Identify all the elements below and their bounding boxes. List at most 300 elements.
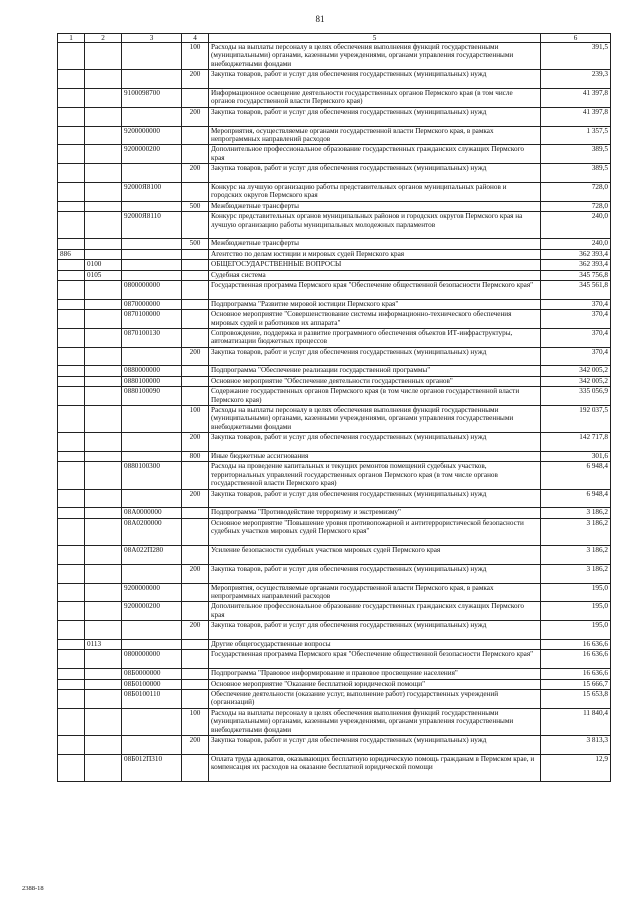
ministry-code-cell	[58, 270, 85, 280]
description-cell: Расходы на выплаты персоналу в целях обеспечения выполнения функций государственными (муниципальными) органами, казенными учреждениями, органами управления государственными внебюджетными фондами	[209, 708, 541, 735]
ministry-code-cell	[58, 107, 85, 126]
amount-cell: 41 397,8	[541, 88, 611, 107]
target-item-code-cell: 9200000200	[122, 602, 182, 621]
description-cell: Дополнительное профессиональное образование государственных гражданских служащих Пермского края	[209, 602, 541, 621]
table-row	[58, 433, 611, 452]
ministry-code-cell	[58, 735, 85, 754]
description-cell: Закупка товаров, работ и услуг для обеспечения государственных (муниципальных) нужд	[209, 489, 541, 508]
ministry-code-cell	[58, 43, 85, 70]
target-item-code-cell: 92000Я8100	[122, 182, 182, 201]
expense-type-code-cell	[182, 583, 209, 602]
description-cell: Закупка товаров, работ и услуг для обеспечения государственных (муниципальных) нужд	[209, 347, 541, 366]
amount-cell: 41 397,8	[541, 107, 611, 126]
table-row	[58, 508, 611, 518]
target-item-code-cell: 9100098700	[122, 88, 182, 107]
section-code-cell	[85, 182, 122, 201]
header-cell: 3	[122, 34, 182, 43]
expense-type-code-cell: 200	[182, 621, 209, 640]
expense-type-code-cell: 100	[182, 406, 209, 433]
section-code-cell	[85, 462, 122, 489]
header-cell: 2	[85, 34, 122, 43]
ministry-code-cell	[58, 310, 85, 329]
description-cell: Мероприятия, осуществляемые органами государственной власти Пермского края, в рамках непрограммных направлений расходов	[209, 126, 541, 145]
expense-type-code-cell: 100	[182, 708, 209, 735]
target-item-code-cell: 0870100000	[122, 310, 182, 329]
amount-cell: 370,4	[541, 310, 611, 329]
target-item-code-cell	[122, 270, 182, 280]
target-item-code-cell: 92000Я8110	[122, 212, 182, 239]
ministry-code-cell	[58, 708, 85, 735]
expense-type-code-cell	[182, 212, 209, 239]
description-cell: Усиление безопасности судебных участков мировых судей Пермского края	[209, 546, 541, 565]
section-code-cell: 0105	[85, 270, 122, 280]
table-row	[58, 462, 611, 489]
table-row	[58, 145, 611, 164]
description-cell: Конкурс на лучшую организацию работы представительных органов муниципальных районов и городских округов Пермского края	[209, 182, 541, 201]
section-code-cell	[85, 212, 122, 239]
section-code-cell	[85, 708, 122, 735]
amount-cell: 16 636,6	[541, 650, 611, 669]
section-code-cell	[85, 583, 122, 602]
expense-type-code-cell	[182, 88, 209, 107]
expense-type-code-cell	[182, 280, 209, 299]
section-code-cell	[85, 735, 122, 754]
amount-cell: 728,0	[541, 182, 611, 201]
expense-type-code-cell	[182, 270, 209, 280]
amount-cell: 3 186,2	[541, 546, 611, 565]
amount-cell: 3 813,3	[541, 735, 611, 754]
ministry-code-cell	[58, 679, 85, 689]
table-row	[58, 689, 611, 708]
section-code-cell	[85, 387, 122, 406]
amount-cell: 342 005,2	[541, 366, 611, 376]
section-code-cell	[85, 310, 122, 329]
section-code-cell: 0113	[85, 639, 122, 649]
table-row	[58, 679, 611, 689]
table-row	[58, 754, 611, 781]
table-row	[58, 583, 611, 602]
table-row	[58, 212, 611, 239]
page-number: 81	[315, 14, 325, 24]
expense-type-code-cell	[182, 650, 209, 669]
description-cell: Закупка товаров, работ и услуг для обеспечения государственных (муниципальных) нужд	[209, 70, 541, 89]
target-item-code-cell	[122, 260, 182, 270]
table-row	[58, 735, 611, 754]
target-item-code-cell: 08Б0100000	[122, 679, 182, 689]
amount-cell: 11 840,4	[541, 708, 611, 735]
amount-cell: 16 636,6	[541, 669, 611, 679]
target-item-code-cell: 0800000000	[122, 280, 182, 299]
target-item-code-cell	[122, 639, 182, 649]
section-code-cell	[85, 489, 122, 508]
target-item-code-cell	[122, 107, 182, 126]
expense-type-code-cell	[182, 328, 209, 347]
table-row	[58, 602, 611, 621]
description-cell: Информационное освещение деятельности государственных органов Пермского края (в том числе органов государственной власти Пермского края)	[209, 88, 541, 107]
expense-type-code-cell	[182, 126, 209, 145]
ministry-code-cell	[58, 583, 85, 602]
table-row	[58, 310, 611, 329]
section-code-cell	[85, 518, 122, 545]
target-item-code-cell	[122, 164, 182, 183]
ministry-code-cell	[58, 508, 85, 518]
expense-type-code-cell	[182, 145, 209, 164]
table-row	[58, 452, 611, 462]
table-row	[58, 564, 611, 583]
expense-type-code-cell	[182, 249, 209, 259]
amount-cell: 370,4	[541, 299, 611, 309]
description-cell: Межбюджетные трансферты	[209, 201, 541, 211]
ministry-code-cell	[58, 564, 85, 583]
target-item-code-cell	[122, 406, 182, 433]
amount-cell: 391,5	[541, 43, 611, 70]
table-row	[58, 406, 611, 433]
amount-cell: 195,0	[541, 621, 611, 640]
section-code-cell	[85, 164, 122, 183]
target-item-code-cell	[122, 201, 182, 211]
section-code-cell	[85, 650, 122, 669]
description-cell: Основное мероприятие "Повышение уровня противопожарной и антитеррористической безопасности судебных участков мировых судей Пермского края"	[209, 518, 541, 545]
expense-type-code-cell: 200	[182, 564, 209, 583]
section-code-cell	[85, 406, 122, 433]
description-cell: Содержание государственных органов Пермского края (в том числе органов государственной власти Пермского края)	[209, 387, 541, 406]
description-cell: Государственная программа Пермского края "Обеспечение общественной безопасности Пермского края"	[209, 280, 541, 299]
description-cell: ОБЩЕГОСУДАРСТВЕННЫЕ ВОПРОСЫ	[209, 260, 541, 270]
amount-cell: 335 056,9	[541, 387, 611, 406]
expense-type-code-cell: 200	[182, 347, 209, 366]
amount-cell: 728,0	[541, 201, 611, 211]
ministry-code-cell	[58, 462, 85, 489]
amount-cell: 16 636,6	[541, 639, 611, 649]
expense-type-code-cell	[182, 299, 209, 309]
expense-type-code-cell	[182, 462, 209, 489]
amount-cell: 6 948,4	[541, 462, 611, 489]
table-row	[58, 669, 611, 679]
section-code-cell	[85, 328, 122, 347]
table-row	[58, 201, 611, 211]
table-row	[58, 299, 611, 309]
table-row	[58, 126, 611, 145]
description-cell: Основное мероприятие "Обеспечение деятельности государственных органов"	[209, 376, 541, 386]
section-code-cell	[85, 299, 122, 309]
amount-cell: 192 037,5	[541, 406, 611, 433]
expense-type-code-cell: 500	[182, 201, 209, 211]
target-item-code-cell: 0880000000	[122, 366, 182, 376]
expense-type-code-cell: 100	[182, 43, 209, 70]
amount-cell: 3 186,2	[541, 564, 611, 583]
section-code-cell	[85, 43, 122, 70]
table-row	[58, 43, 611, 70]
target-item-code-cell	[122, 489, 182, 508]
description-cell: Конкурс представительных органов муниципальных районов и городских округов Пермского края на лучшую организацию работы муниципальных молодежных парламентов	[209, 212, 541, 239]
amount-cell: 15 653,8	[541, 689, 611, 708]
amount-cell: 345 561,8	[541, 280, 611, 299]
ministry-code-cell	[58, 376, 85, 386]
ministry-code-cell	[58, 489, 85, 508]
description-cell: Сопровождение, поддержка и развитие программного обеспечения объектов ИТ-инфраструктуры, автоматизации бюджетных процессов	[209, 328, 541, 347]
expense-type-code-cell	[182, 310, 209, 329]
section-code-cell	[85, 602, 122, 621]
description-cell: Подпрограмма "Противодействие терроризму и экстремизму"	[209, 508, 541, 518]
section-code-cell	[85, 564, 122, 583]
expense-type-code-cell	[182, 602, 209, 621]
description-cell: Закупка товаров, работ и услуг для обеспечения государственных (муниципальных) нужд	[209, 433, 541, 452]
section-code-cell	[85, 689, 122, 708]
ministry-code-cell	[58, 328, 85, 347]
section-code-cell	[85, 621, 122, 640]
amount-cell: 389,5	[541, 145, 611, 164]
amount-cell: 15 666,7	[541, 679, 611, 689]
target-item-code-cell: 08А0200000	[122, 518, 182, 545]
ministry-code-cell	[58, 260, 85, 270]
section-code-cell: 0100	[85, 260, 122, 270]
expense-type-code-cell	[182, 679, 209, 689]
ministry-code-cell	[58, 212, 85, 239]
section-code-cell	[85, 249, 122, 259]
amount-cell: 362 393,4	[541, 249, 611, 259]
section-code-cell	[85, 70, 122, 89]
table-row	[58, 270, 611, 280]
ministry-code-cell	[58, 452, 85, 462]
amount-cell: 370,4	[541, 347, 611, 366]
table-row	[58, 260, 611, 270]
target-item-code-cell	[122, 564, 182, 583]
expense-type-code-cell	[182, 508, 209, 518]
section-code-cell	[85, 88, 122, 107]
ministry-code-cell	[58, 88, 85, 107]
target-item-code-cell: 08Б012П310	[122, 754, 182, 781]
expense-type-code-cell: 200	[182, 433, 209, 452]
description-cell: Дополнительное профессиональное образование государственных гражданских служащих Пермского края	[209, 145, 541, 164]
description-cell: Иные бюджетные ассигнования	[209, 452, 541, 462]
target-item-code-cell	[122, 70, 182, 89]
ministry-code-cell	[58, 280, 85, 299]
section-code-cell	[85, 669, 122, 679]
table-row	[58, 280, 611, 299]
description-cell: Агентство по делам юстиции и мировых судей Пермского края	[209, 249, 541, 259]
section-code-cell	[85, 280, 122, 299]
target-item-code-cell: 08А022П280	[122, 546, 182, 565]
header-cell: 6	[541, 34, 611, 43]
table-row	[58, 366, 611, 376]
section-code-cell	[85, 145, 122, 164]
expense-type-code-cell	[182, 639, 209, 649]
target-item-code-cell: 9200000200	[122, 145, 182, 164]
ministry-code-cell	[58, 347, 85, 366]
header-cell: 1	[58, 34, 85, 43]
target-item-code-cell	[122, 249, 182, 259]
table-row	[58, 107, 611, 126]
section-code-cell	[85, 433, 122, 452]
section-code-cell	[85, 126, 122, 145]
section-code-cell	[85, 376, 122, 386]
amount-cell: 239,3	[541, 70, 611, 89]
description-cell: Другие общегосударственные вопросы	[209, 639, 541, 649]
amount-cell: 240,0	[541, 212, 611, 239]
target-item-code-cell	[122, 708, 182, 735]
table-row	[58, 489, 611, 508]
header-row	[58, 34, 611, 43]
description-cell: Оплата труда адвокатов, оказывающих бесплатную юридическую помощь гражданам в Пермском крае, и компенсация их расходов на оказание бесплатной юридической помощи	[209, 754, 541, 781]
expense-type-code-cell	[182, 376, 209, 386]
table-row	[58, 70, 611, 89]
target-item-code-cell	[122, 433, 182, 452]
amount-cell: 240,0	[541, 239, 611, 249]
amount-cell: 1 357,5	[541, 126, 611, 145]
section-code-cell	[85, 679, 122, 689]
target-item-code-cell: 0880100000	[122, 376, 182, 386]
ministry-code-cell	[58, 387, 85, 406]
budget-table	[57, 33, 611, 782]
expense-type-code-cell	[182, 754, 209, 781]
amount-cell: 345 756,8	[541, 270, 611, 280]
expense-type-code-cell	[182, 387, 209, 406]
table-row	[58, 182, 611, 201]
target-item-code-cell	[122, 621, 182, 640]
section-code-cell	[85, 239, 122, 249]
ministry-code-cell	[58, 201, 85, 211]
table-row	[58, 708, 611, 735]
target-item-code-cell: 9200000000	[122, 583, 182, 602]
table-row	[58, 650, 611, 669]
table-row	[58, 376, 611, 386]
table-row	[58, 164, 611, 183]
description-cell: Закупка товаров, работ и услуг для обеспечения государственных (муниципальных) нужд	[209, 107, 541, 126]
table-row	[58, 546, 611, 565]
ministry-code-cell	[58, 621, 85, 640]
description-cell: Мероприятия, осуществляемые органами государственной власти Пермского края, в рамках непрограммных направлений расходов	[209, 583, 541, 602]
target-item-code-cell	[122, 735, 182, 754]
expense-type-code-cell: 200	[182, 70, 209, 89]
ministry-code-cell	[58, 754, 85, 781]
expense-type-code-cell: 800	[182, 452, 209, 462]
amount-cell: 301,6	[541, 452, 611, 462]
table-row	[58, 88, 611, 107]
amount-cell: 370,4	[541, 328, 611, 347]
target-item-code-cell: 0870100130	[122, 328, 182, 347]
expense-type-code-cell	[182, 518, 209, 545]
description-cell: Подпрограмма "Обеспечение реализации государственной программы"	[209, 366, 541, 376]
target-item-code-cell	[122, 452, 182, 462]
target-item-code-cell	[122, 347, 182, 366]
amount-cell: 195,0	[541, 602, 611, 621]
expense-type-code-cell: 200	[182, 735, 209, 754]
target-item-code-cell: 0800000000	[122, 650, 182, 669]
section-code-cell	[85, 201, 122, 211]
ministry-code-cell: 886	[58, 249, 85, 259]
target-item-code-cell	[122, 43, 182, 70]
ministry-code-cell	[58, 669, 85, 679]
description-cell: Государственная программа Пермского края "Обеспечение общественной безопасности Пермского края"	[209, 650, 541, 669]
expense-type-code-cell	[182, 366, 209, 376]
ministry-code-cell	[58, 546, 85, 565]
ministry-code-cell	[58, 299, 85, 309]
ministry-code-cell	[58, 145, 85, 164]
section-code-cell	[85, 508, 122, 518]
description-cell: Межбюджетные трансферты	[209, 239, 541, 249]
expense-type-code-cell	[182, 689, 209, 708]
section-code-cell	[85, 452, 122, 462]
description-cell: Закупка товаров, работ и услуг для обеспечения государственных (муниципальных) нужд	[209, 621, 541, 640]
ministry-code-cell	[58, 366, 85, 376]
target-item-code-cell: 9200000000	[122, 126, 182, 145]
expense-type-code-cell: 500	[182, 239, 209, 249]
description-cell: Расходы на выплаты персоналу в целях обеспечения выполнения функций государственными (муниципальными) органами, казенными учреждениями, органами управления государственными внебюджетными фондами	[209, 406, 541, 433]
section-code-cell	[85, 107, 122, 126]
description-cell: Расходы на выплаты персоналу в целях обеспечения выполнения функций государственными (муниципальными) органами, казенными учреждениями, органами управления государственными внебюджетными фондами	[209, 43, 541, 70]
ministry-code-cell	[58, 164, 85, 183]
target-item-code-cell: 0880100300	[122, 462, 182, 489]
ministry-code-cell	[58, 518, 85, 545]
target-item-code-cell: 0870000000	[122, 299, 182, 309]
table-row	[58, 639, 611, 649]
section-code-cell	[85, 546, 122, 565]
description-cell: Основное мероприятие "Совершенствование системы информационно-технического обеспечения мировых судей и работников их аппарата"	[209, 310, 541, 329]
section-code-cell	[85, 366, 122, 376]
expense-type-code-cell	[182, 546, 209, 565]
amount-cell: 362 393,4	[541, 260, 611, 270]
target-item-code-cell: 08Б0100110	[122, 689, 182, 708]
ministry-code-cell	[58, 689, 85, 708]
header-cell: 4	[182, 34, 209, 43]
target-item-code-cell: 0880100090	[122, 387, 182, 406]
ministry-code-cell	[58, 650, 85, 669]
table-row	[58, 387, 611, 406]
expense-type-code-cell: 200	[182, 164, 209, 183]
amount-cell: 3 186,2	[541, 518, 611, 545]
table-row	[58, 328, 611, 347]
table-row	[58, 518, 611, 545]
ministry-code-cell	[58, 182, 85, 201]
expense-type-code-cell: 200	[182, 489, 209, 508]
expense-type-code-cell	[182, 182, 209, 201]
table-row	[58, 239, 611, 249]
expense-type-code-cell	[182, 669, 209, 679]
ministry-code-cell	[58, 239, 85, 249]
section-code-cell	[85, 347, 122, 366]
expense-type-code-cell: 200	[182, 107, 209, 126]
description-cell: Закупка товаров, работ и услуг для обеспечения государственных (муниципальных) нужд	[209, 735, 541, 754]
ministry-code-cell	[58, 639, 85, 649]
target-item-code-cell: 08Б0000000	[122, 669, 182, 679]
table-row	[58, 249, 611, 259]
description-cell: Подпрограмма "Развитие мировой юстиции Пермского края"	[209, 299, 541, 309]
amount-cell: 342 005,2	[541, 376, 611, 386]
amount-cell: 389,5	[541, 164, 611, 183]
target-item-code-cell	[122, 239, 182, 249]
ministry-code-cell	[58, 70, 85, 89]
description-cell: Закупка товаров, работ и услуг для обеспечения государственных (муниципальных) нужд	[209, 564, 541, 583]
amount-cell: 3 186,2	[541, 508, 611, 518]
description-cell: Расходы на проведение капитальных и текущих ремонтов помещений судебных участков, территориальных управлений государственных органов Пермского края (в том числе органов государственной власти Пермского края)	[209, 462, 541, 489]
description-cell: Обеспечение деятельности (оказание услуг, выполнение работ) государственных учреждений (организаций)	[209, 689, 541, 708]
target-item-code-cell: 08А0000000	[122, 508, 182, 518]
table-row	[58, 621, 611, 640]
footer-code: 2388-18	[22, 885, 44, 892]
amount-cell: 6 948,4	[541, 489, 611, 508]
ministry-code-cell	[58, 126, 85, 145]
expense-type-code-cell	[182, 260, 209, 270]
amount-cell: 142 717,8	[541, 433, 611, 452]
ministry-code-cell	[58, 433, 85, 452]
description-cell: Подпрограмма "Правовое информирование и правовое просвещение населения"	[209, 669, 541, 679]
section-code-cell	[85, 754, 122, 781]
header-cell: 5	[209, 34, 541, 43]
description-cell: Основное мероприятие "Оказание бесплатной юридической помощи"	[209, 679, 541, 689]
description-cell: Закупка товаров, работ и услуг для обеспечения государственных (муниципальных) нужд	[209, 164, 541, 183]
amount-cell: 195,0	[541, 583, 611, 602]
description-cell: Судебная система	[209, 270, 541, 280]
